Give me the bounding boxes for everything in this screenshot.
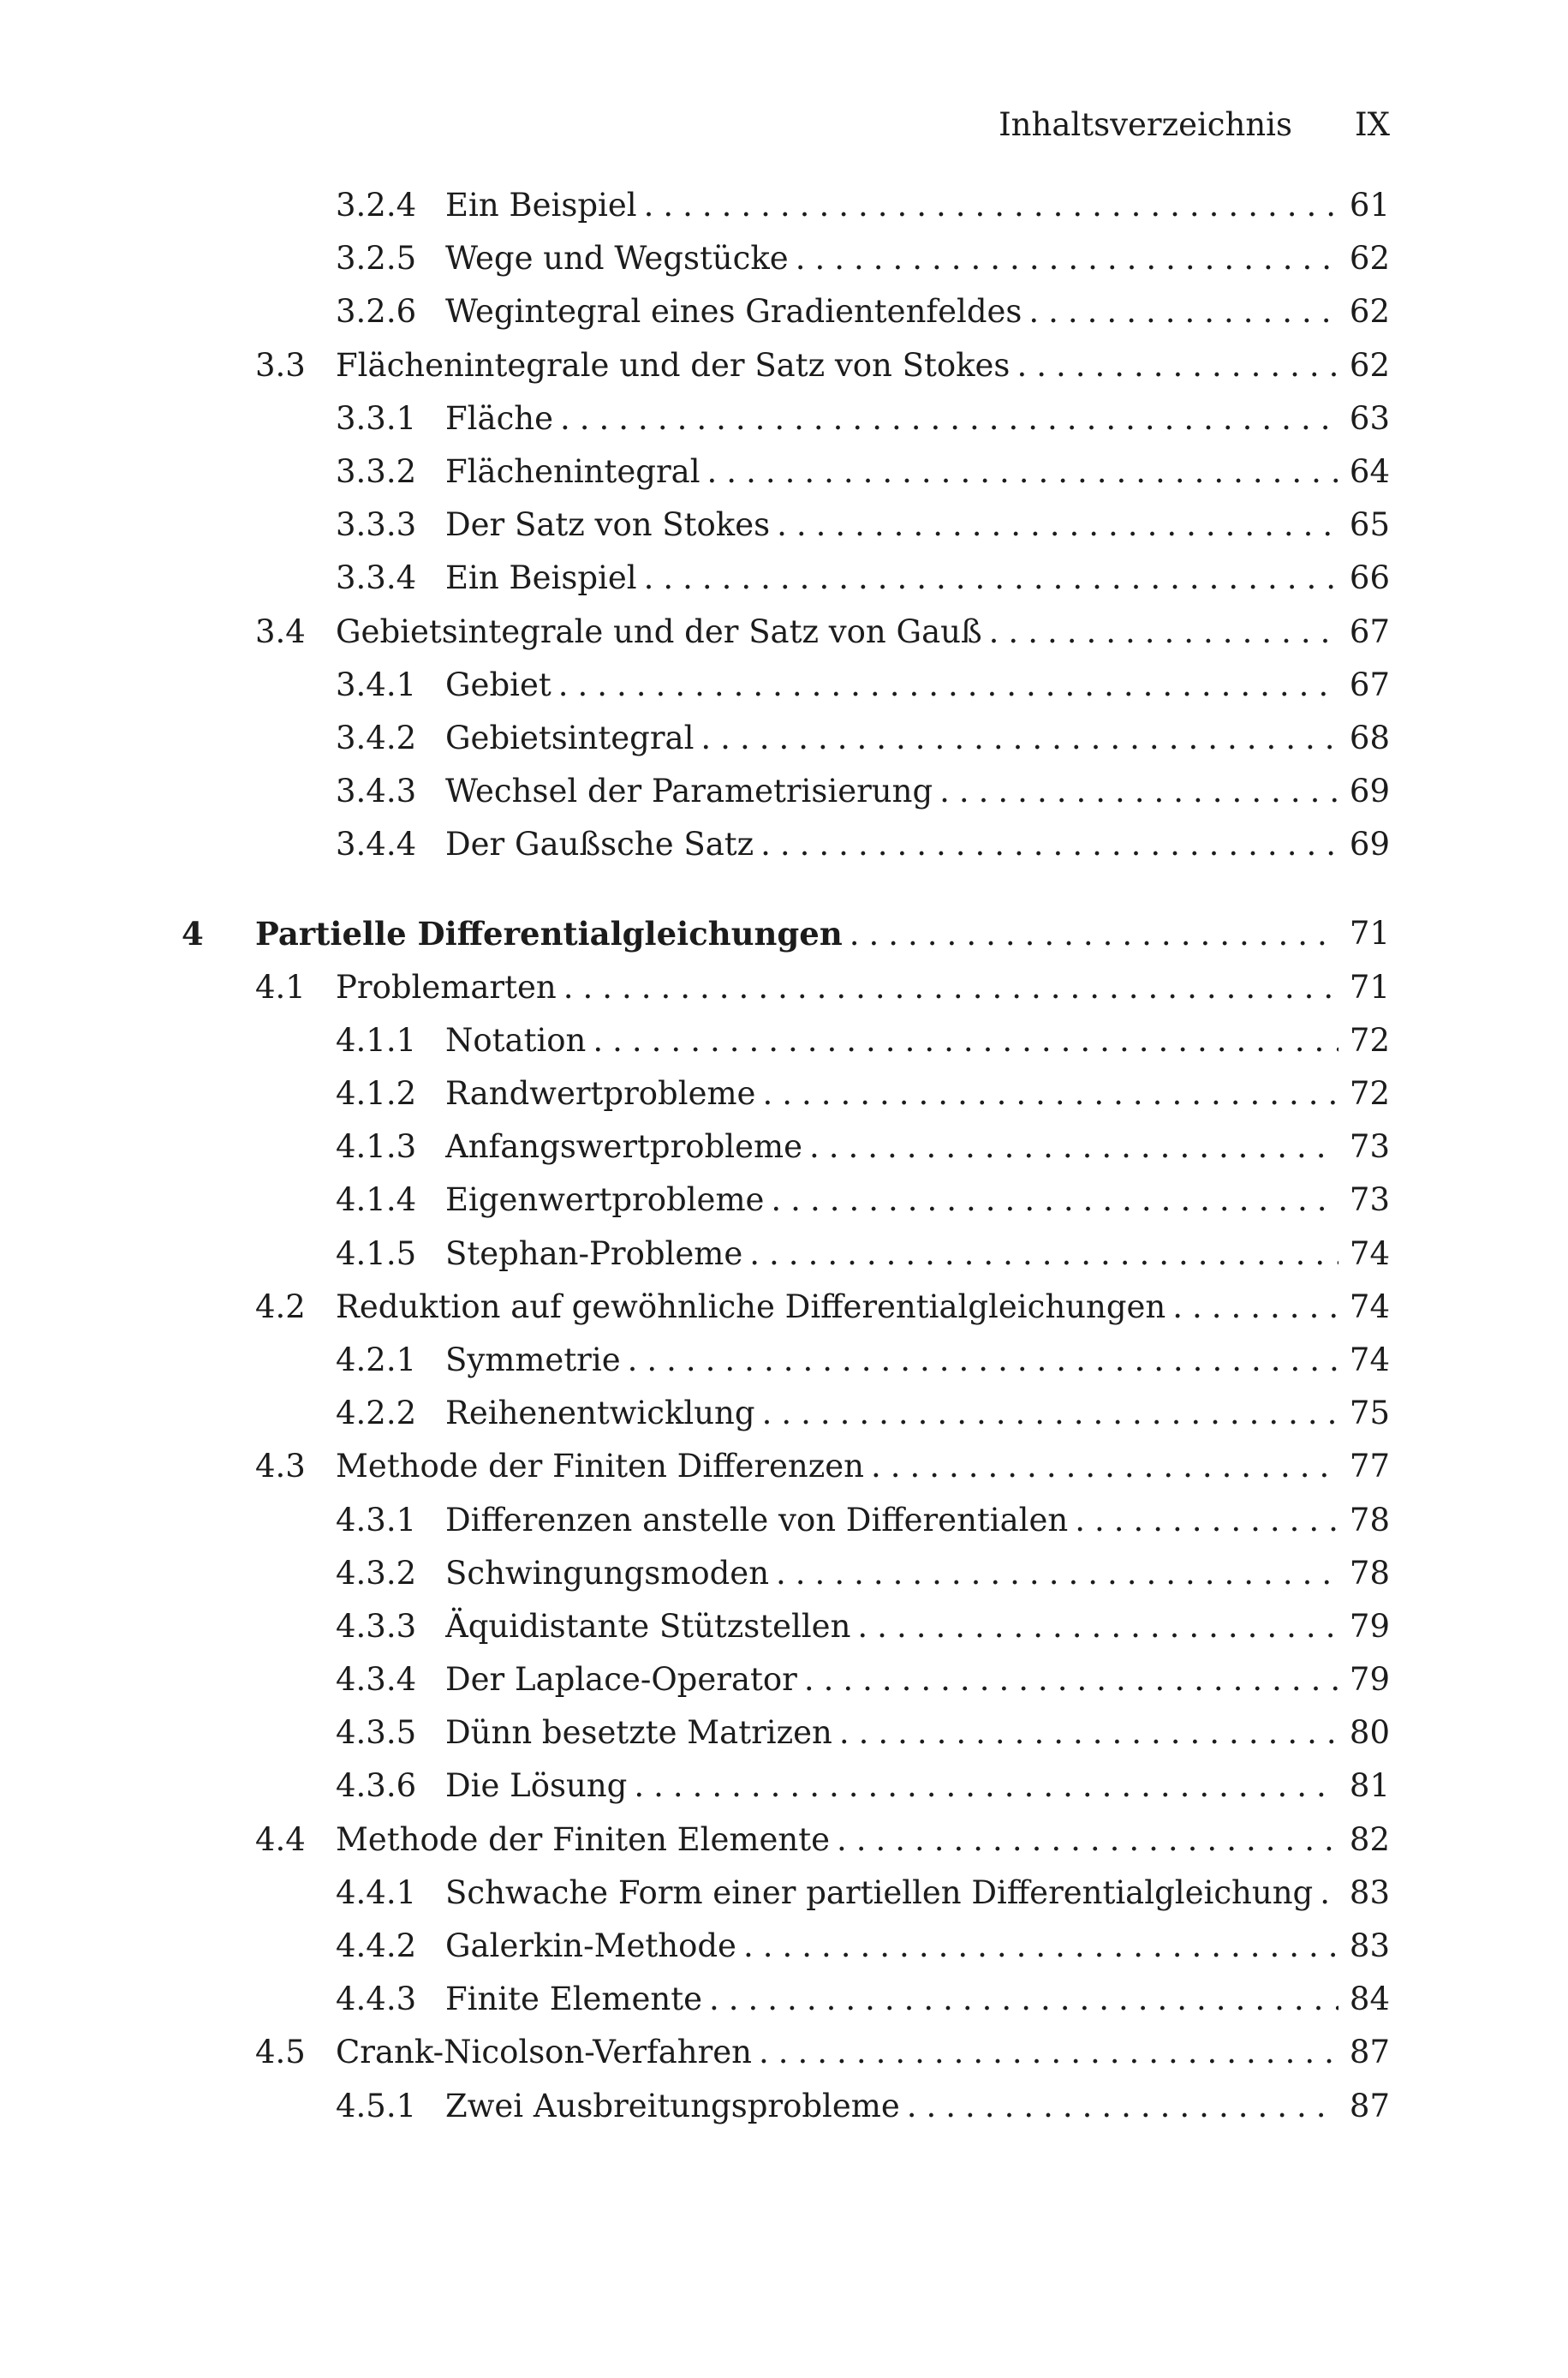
toc-entry-page: 62 <box>1349 240 1390 278</box>
toc-entry-title-line <box>445 1014 1338 1067</box>
toc-entry-number: 4.3.4 <box>336 1661 417 1699</box>
toc-entry-title: Die Lösung <box>445 1767 628 1805</box>
toc-entry-page: 78 <box>1349 1554 1390 1592</box>
toc-subsection-entry <box>0 445 1568 499</box>
toc-entry-page: 77 <box>1349 1448 1390 1485</box>
dot-leader <box>777 499 1338 552</box>
toc-entry-title-line <box>445 1387 1338 1440</box>
toc-entry-number: 3.3.1 <box>336 399 417 437</box>
table-of-contents <box>0 179 1568 2133</box>
toc-entry-title-line <box>336 339 1338 392</box>
toc-entry-number: 4.3 <box>255 1448 306 1485</box>
toc-entry-title: Äquidistante Stützstellen <box>445 1607 851 1645</box>
toc-entry-title: Flächenintegral <box>445 452 701 490</box>
toc-entry-title: Randwertprobleme <box>445 1075 756 1112</box>
toc-entry-page: 79 <box>1349 1661 1390 1699</box>
toc-entry-page: 74 <box>1349 1288 1390 1325</box>
toc-entry-title: Crank-Nicolson-Verfahren <box>336 2034 753 2071</box>
toc-entry-title: Finite Elemente <box>445 1981 703 2018</box>
toc-entry-title-line <box>336 606 1338 659</box>
toc-entry-number: 4.4 <box>255 1820 306 1858</box>
toc-entry-title-line <box>445 712 1338 765</box>
toc-subsection-entry <box>0 1067 1568 1120</box>
toc-entry-page: 75 <box>1349 1395 1390 1432</box>
toc-entry-number: 4.5 <box>255 2034 306 2071</box>
toc-entry-title-line <box>445 1706 1338 1760</box>
dot-leader <box>1320 1867 1338 1920</box>
toc-entry-number: 4.3.5 <box>336 1714 417 1752</box>
toc-entry-page: 71 <box>1349 968 1390 1006</box>
dot-leader <box>1075 1494 1338 1547</box>
toc-subsection-entry <box>0 1600 1568 1653</box>
toc-entry-title: Partielle Differentialgleichungen <box>255 915 843 953</box>
toc-entry-page: 68 <box>1349 719 1390 756</box>
toc-subsection-entry <box>0 1706 1568 1760</box>
toc-entry-title: Problemarten <box>336 968 557 1006</box>
toc-entry-page: 72 <box>1349 1021 1390 1059</box>
toc-entry-number: 3.4.4 <box>336 826 417 863</box>
toc-subsection-entry <box>0 392 1568 445</box>
toc-entry-number: 3.4.2 <box>336 719 417 756</box>
toc-entry-title-line <box>445 552 1338 605</box>
toc-subsection-entry <box>0 1014 1568 1067</box>
toc-entry-title: Der Gaußsche Satz <box>445 826 754 863</box>
toc-entry-number: 3.4 <box>255 612 306 650</box>
toc-section-entry <box>0 1440 1568 1493</box>
dot-leader <box>804 1653 1338 1706</box>
toc-section-entry <box>0 606 1568 659</box>
toc-entry-title: Gebietsintegrale und der Satz von Gauß <box>336 612 982 650</box>
toc-entry-title-line <box>445 1600 1338 1653</box>
toc-entry-title-line <box>445 1653 1338 1706</box>
dot-leader <box>809 1120 1338 1174</box>
toc-entry-page: 61 <box>1349 187 1390 224</box>
page-header <box>0 101 1568 149</box>
toc-entry-page: 73 <box>1349 1128 1390 1166</box>
dot-leader <box>707 445 1338 499</box>
toc-entry-number: 4.1 <box>255 968 306 1006</box>
toc-entry-page: 83 <box>1349 1873 1390 1911</box>
toc-entry-title-line <box>445 659 1338 712</box>
toc-entry-title-line <box>445 1174 1338 1227</box>
toc-entry-title-line <box>445 232 1338 285</box>
toc-entry-title: Methode der Finiten Differenzen <box>336 1448 864 1485</box>
toc-entry-number: 4.3.6 <box>336 1767 417 1805</box>
toc-entry-number: 4.3.3 <box>336 1607 417 1645</box>
toc-entry-page: 74 <box>1349 1341 1390 1378</box>
toc-subsection-entry <box>0 1760 1568 1813</box>
toc-entry-title: Flächenintegrale und der Satz von Stokes <box>336 346 1011 384</box>
toc-entry-page: 84 <box>1349 1981 1390 2018</box>
toc-entry-title: Wegintegral eines Gradientenfeldes <box>445 293 1022 331</box>
toc-entry-number: 3.3.3 <box>336 506 417 544</box>
toc-section-entry <box>0 339 1568 392</box>
toc-entry-title: Reihenentwicklung <box>445 1395 755 1432</box>
toc-entry-title: Zwei Ausbreitungsprobleme <box>445 2087 900 2124</box>
dot-leader <box>857 1600 1338 1653</box>
toc-subsection-entry <box>0 712 1568 765</box>
toc-entry-number: 3.3 <box>255 346 306 384</box>
toc-entry-title-line <box>336 1440 1338 1493</box>
toc-entry-number: 4.3.2 <box>336 1554 417 1592</box>
toc-entry-number: 3.4.1 <box>336 666 417 703</box>
toc-entry-title: Schwingungsmoden <box>445 1554 770 1592</box>
toc-entry-title: Methode der Finiten Elemente <box>336 1820 830 1858</box>
toc-entry-title: Fläche <box>445 399 554 437</box>
dot-leader <box>759 2026 1338 2079</box>
toc-entry-title-line <box>445 1494 1338 1547</box>
toc-entry-title: Gebietsintegral <box>445 719 695 756</box>
dot-leader <box>1017 339 1338 392</box>
toc-section-entry <box>0 961 1568 1014</box>
toc-entry-title: Wege und Wegstücke <box>445 240 789 278</box>
dot-leader <box>771 1174 1338 1227</box>
toc-subsection-entry <box>0 1334 1568 1387</box>
toc-entry-page: 79 <box>1349 1607 1390 1645</box>
toc-entry-number: 4.5.1 <box>336 2087 417 2124</box>
toc-subsection-entry <box>0 1494 1568 1547</box>
toc-entry-number: 4.4.3 <box>336 1981 417 2018</box>
dot-leader <box>593 1014 1338 1067</box>
toc-entry-title-line <box>445 445 1338 499</box>
toc-entry-page: 72 <box>1349 1075 1390 1112</box>
toc-entry-page: 73 <box>1349 1181 1390 1219</box>
toc-entry-title: Schwache Form einer partiellen Differentialgleichung <box>445 1873 1314 1911</box>
toc-entry-number: 3.2.5 <box>336 240 417 278</box>
toc-entry-title: Stephan-Probleme <box>445 1234 743 1272</box>
toc-entry-title-line <box>445 1760 1338 1813</box>
dot-leader <box>644 552 1338 605</box>
toc-entry-number: 4.2.2 <box>336 1395 417 1432</box>
toc-entry-title: Differenzen anstelle von Differentialen <box>445 1501 1069 1539</box>
toc-entry-page: 87 <box>1349 2034 1390 2071</box>
dot-leader <box>701 712 1338 765</box>
toc-entry-number: 3.3.2 <box>336 452 417 490</box>
dot-leader <box>1028 285 1338 338</box>
toc-entry-number: 4.1.3 <box>336 1128 417 1166</box>
toc-entry-page: 80 <box>1349 1714 1390 1752</box>
toc-subsection-entry <box>0 1867 1568 1920</box>
toc-subsection-entry <box>0 285 1568 338</box>
toc-entry-number: 3.2.6 <box>336 293 417 331</box>
dot-leader <box>989 606 1338 659</box>
toc-entry-title-line <box>445 179 1338 232</box>
dot-leader <box>634 1760 1338 1813</box>
toc-entry-number: 4.3.1 <box>336 1501 417 1539</box>
toc-entry-title-line <box>336 1813 1338 1867</box>
toc-subsection-entry <box>0 1920 1568 1973</box>
toc-entry-title-line <box>255 907 1338 960</box>
toc-entry-page: 62 <box>1349 346 1390 384</box>
running-header-title: Inhaltsverzeichnis <box>999 106 1292 143</box>
toc-entry-title-line <box>336 1281 1338 1334</box>
toc-entry-number: 4.1.1 <box>336 1021 417 1059</box>
dot-leader <box>871 1440 1338 1493</box>
toc-entry-page: 74 <box>1349 1234 1390 1272</box>
dot-leader <box>644 179 1338 232</box>
toc-entry-number: 4.4.2 <box>336 1927 417 1964</box>
toc-entry-title-line <box>336 961 1338 1014</box>
toc-entry-page: 81 <box>1349 1767 1390 1805</box>
dot-leader <box>762 1067 1338 1120</box>
toc-entry-title: Galerkin-Methode <box>445 1927 736 1964</box>
toc-entry-number: 4.2 <box>255 1288 306 1325</box>
dot-leader <box>907 2080 1338 2133</box>
toc-entry-title: Wechsel der Parametrisierung <box>445 773 933 810</box>
toc-subsection-entry <box>0 818 1568 871</box>
toc-entry-title: Reduktion auf gewöhnliche Differentialgleichungen <box>336 1288 1166 1325</box>
toc-entry-page: 71 <box>1349 915 1390 953</box>
toc-entry-page: 64 <box>1349 452 1390 490</box>
toc-entry-title-line <box>445 818 1338 871</box>
toc-entry-page: 82 <box>1349 1820 1390 1858</box>
toc-entry-title-line <box>445 1228 1338 1281</box>
toc-entry-title-line <box>445 499 1338 552</box>
toc-entry-page: 87 <box>1349 2087 1390 2124</box>
dot-leader <box>760 818 1338 871</box>
toc-entry-page: 65 <box>1349 506 1390 544</box>
toc-entry-title-line <box>445 1547 1338 1600</box>
toc-entry-title-line <box>445 392 1338 445</box>
toc-entry-page: 66 <box>1349 559 1390 597</box>
toc-entry-page: 67 <box>1349 666 1390 703</box>
toc-chapter-entry <box>0 907 1568 960</box>
toc-entry-title-line <box>445 765 1338 818</box>
toc-subsection-entry <box>0 179 1568 232</box>
toc-subsection-entry <box>0 1387 1568 1440</box>
dot-leader <box>762 1387 1338 1440</box>
toc-entry-title-line <box>445 285 1338 338</box>
toc-entry-title: Ein Beispiel <box>445 187 637 224</box>
toc-entry-number: 4.4.1 <box>336 1873 417 1911</box>
toc-entry-page: 67 <box>1349 612 1390 650</box>
toc-entry-title: Gebiet <box>445 666 551 703</box>
toc-subsection-entry <box>0 1174 1568 1227</box>
running-header-page-number: IX <box>1355 106 1390 143</box>
toc-entry-title: Eigenwertprobleme <box>445 1181 765 1219</box>
dot-leader <box>796 232 1338 285</box>
dot-leader <box>939 765 1338 818</box>
toc-subsection-entry <box>0 1973 1568 2026</box>
toc-entry-title-line <box>445 1334 1338 1387</box>
dot-leader <box>558 659 1338 712</box>
toc-entry-title-line <box>445 2080 1338 2133</box>
toc-entry-title-line <box>445 1867 1338 1920</box>
dot-leader <box>850 908 1338 960</box>
toc-entry-title-line <box>445 1067 1338 1120</box>
dot-leader <box>837 1813 1338 1867</box>
toc-entry-page: 63 <box>1349 399 1390 437</box>
dot-leader <box>563 961 1338 1014</box>
toc-entry-number: 3.2.4 <box>336 187 417 224</box>
toc-entry-title: Dünn besetzte Matrizen <box>445 1714 832 1752</box>
toc-entry-page: 83 <box>1349 1927 1390 1964</box>
dot-leader <box>628 1334 1338 1387</box>
toc-entry-title: Notation <box>445 1021 587 1059</box>
toc-entry-title: Ein Beispiel <box>445 559 637 597</box>
toc-entry-title-line <box>445 1920 1338 1973</box>
toc-entry-page: 69 <box>1349 826 1390 863</box>
toc-entry-number: 4.1.4 <box>336 1181 417 1219</box>
dot-leader <box>776 1547 1338 1600</box>
dot-leader <box>560 392 1338 445</box>
toc-entry-title: Anfangswertprobleme <box>445 1128 802 1166</box>
toc-entry-title-line <box>445 1120 1338 1174</box>
toc-entry-number: 3.4.3 <box>336 773 417 810</box>
toc-entry-title: Symmetrie <box>445 1341 621 1378</box>
toc-entry-title-line <box>336 2026 1338 2079</box>
toc-entry-page: 78 <box>1349 1501 1390 1539</box>
toc-entry-title: Der Satz von Stokes <box>445 506 771 544</box>
toc-subsection-entry <box>0 765 1568 818</box>
toc-subsection-entry <box>0 1228 1568 1281</box>
toc-entry-title: Der Laplace-Operator <box>445 1661 797 1699</box>
toc-subsection-entry <box>0 659 1568 712</box>
toc-subsection-entry <box>0 2080 1568 2133</box>
toc-subsection-entry <box>0 1120 1568 1174</box>
toc-subsection-entry <box>0 232 1568 285</box>
toc-subsection-entry <box>0 499 1568 552</box>
toc-entry-number: 4 <box>182 915 204 953</box>
dot-leader <box>839 1706 1338 1760</box>
toc-subsection-entry <box>0 552 1568 605</box>
toc-entry-title-line <box>445 1973 1338 2026</box>
toc-section-entry <box>0 1281 1568 1334</box>
toc-entry-number: 3.3.4 <box>336 559 417 597</box>
toc-subsection-entry <box>0 1547 1568 1600</box>
dot-leader <box>1172 1281 1338 1334</box>
toc-section-entry <box>0 1813 1568 1867</box>
dot-leader <box>743 1920 1338 1973</box>
toc-entry-number: 4.1.2 <box>336 1075 417 1112</box>
dot-leader <box>749 1228 1338 1281</box>
toc-subsection-entry <box>0 1653 1568 1706</box>
toc-entry-page: 69 <box>1349 773 1390 810</box>
toc-entry-number: 4.1.5 <box>336 1234 417 1272</box>
toc-entry-number: 4.2.1 <box>336 1341 417 1378</box>
toc-entry-page: 62 <box>1349 293 1390 331</box>
toc-section-entry <box>0 2026 1568 2079</box>
dot-leader <box>709 1973 1338 2026</box>
